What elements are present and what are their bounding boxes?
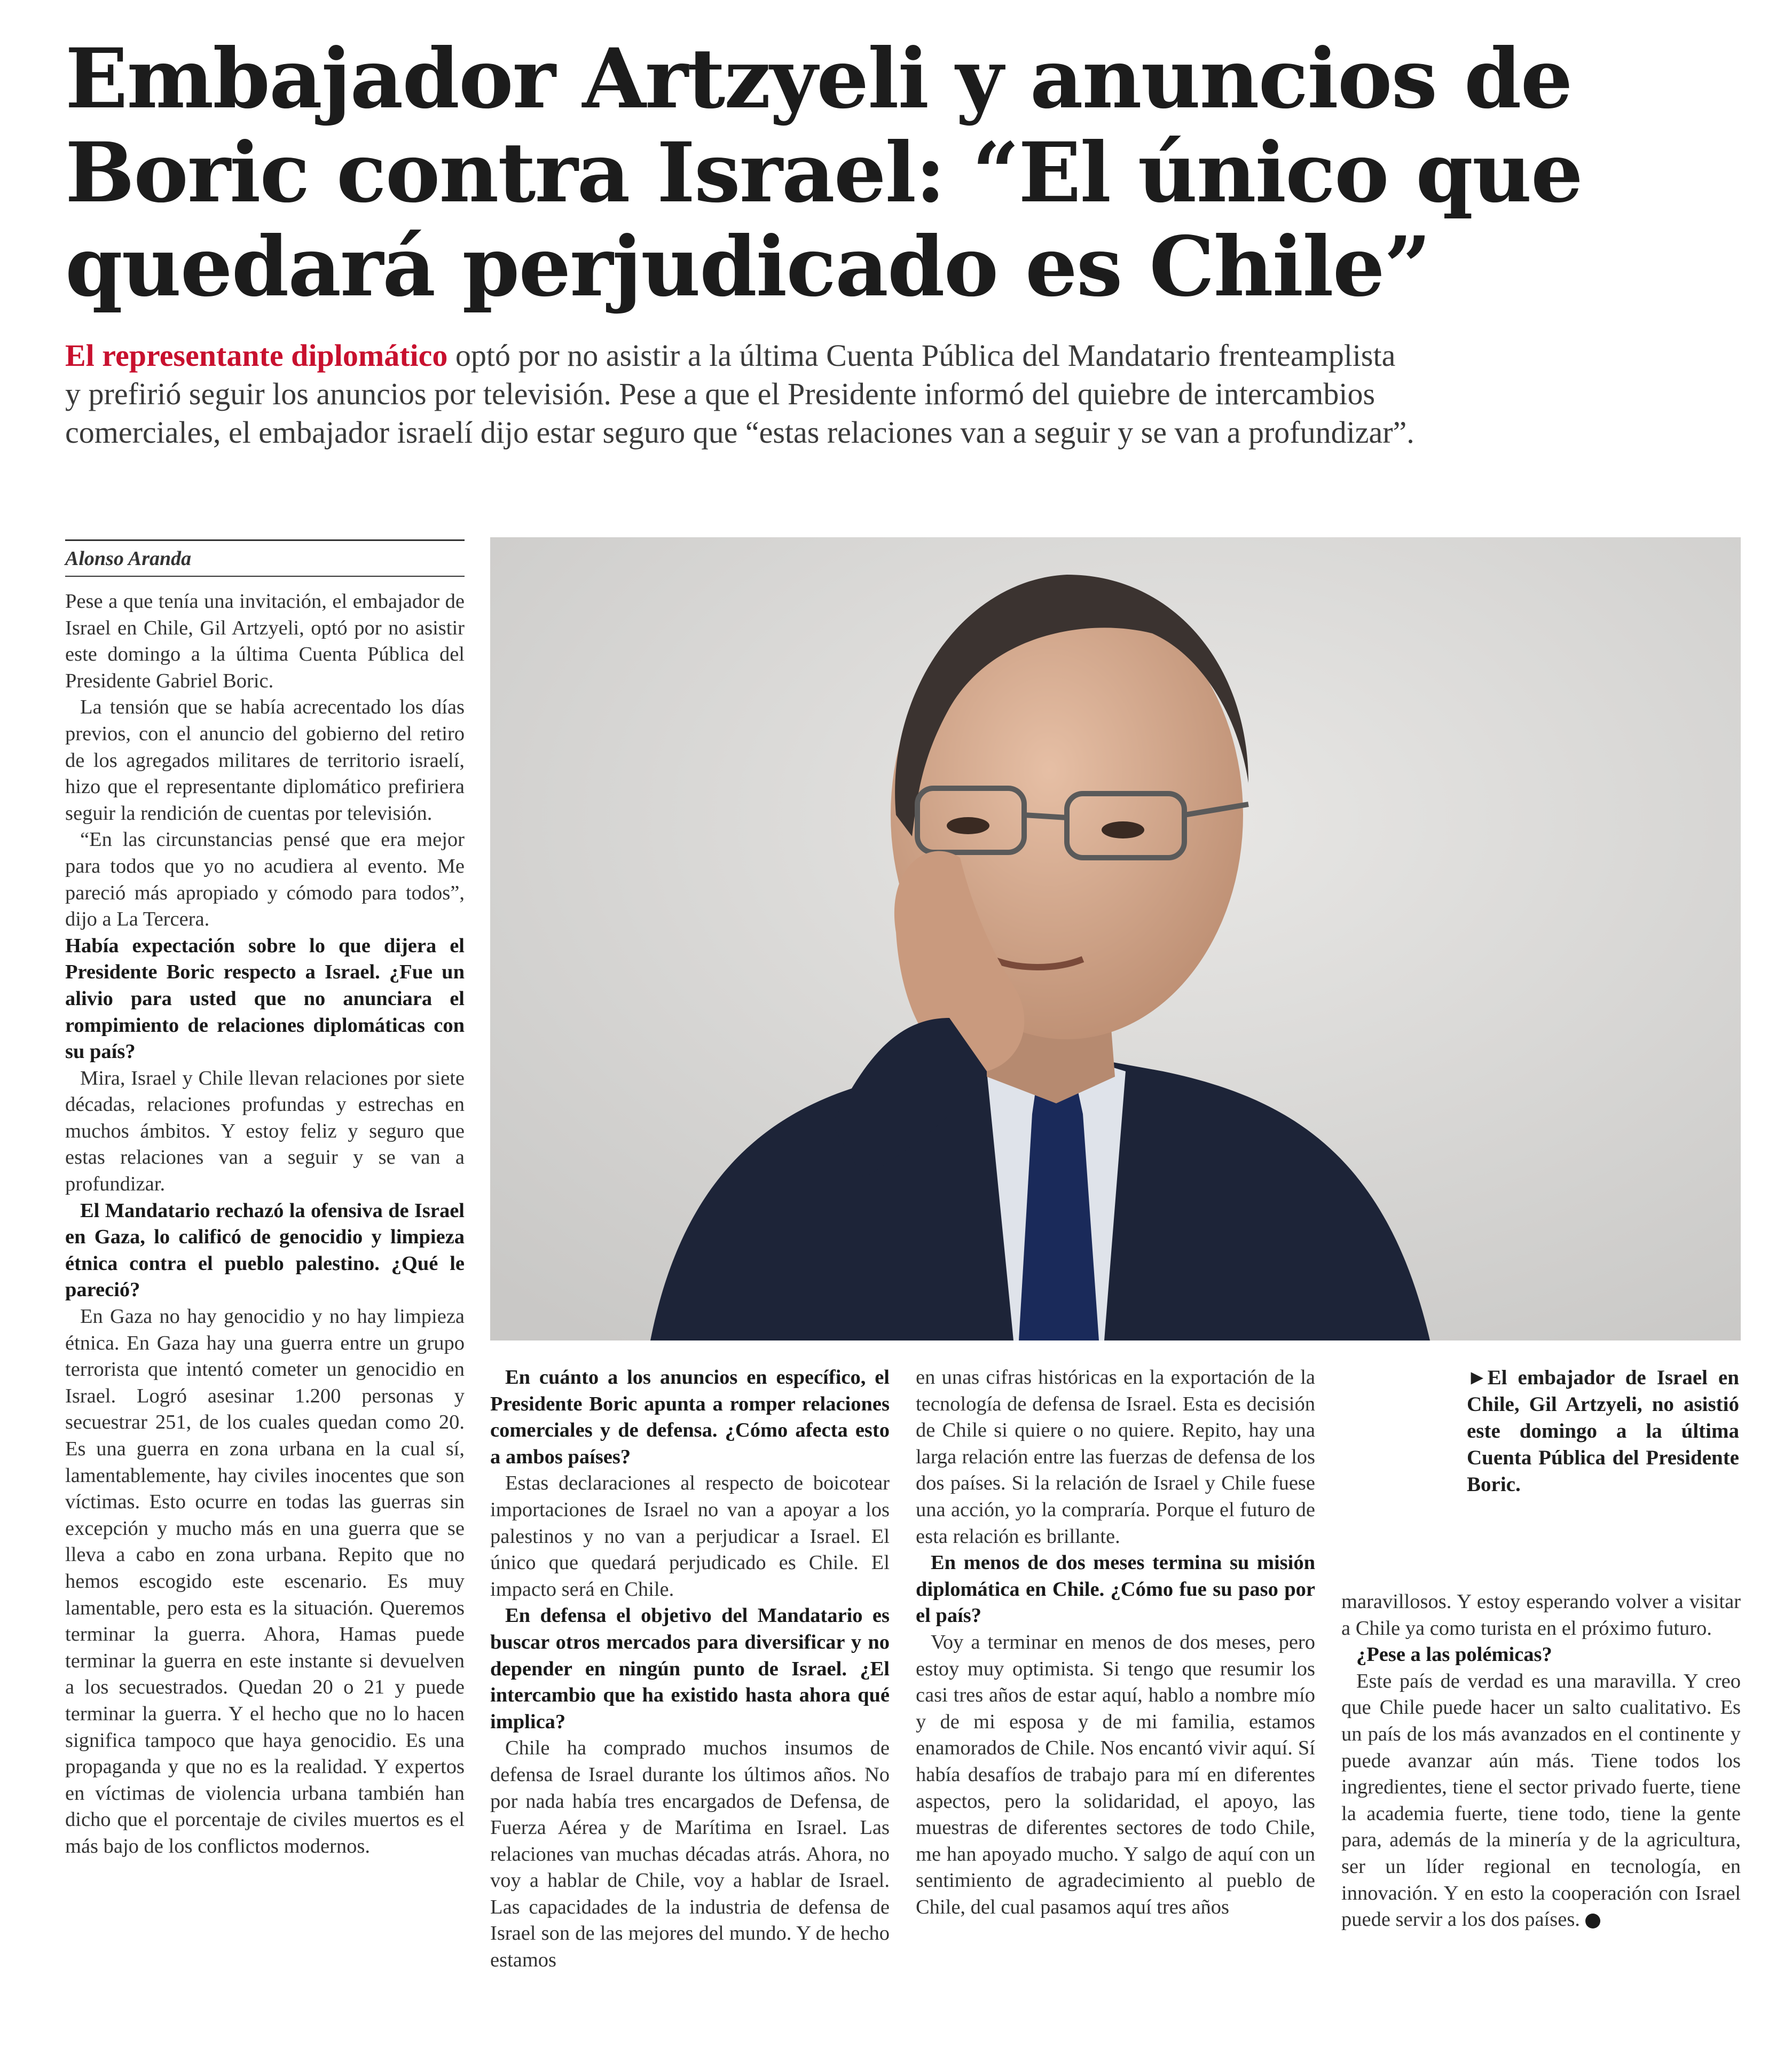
paragraph: Chile ha comprado muchos insumos de defensa de Israel durante los últimos años. No por nada había tres encargados de Defensa, de Fuerza Aérea y de Marítima en Israel. Las relaciones van muchas décadas atrás. Ahora, no voy a hablar de Chile, voy a hablar de Israel. Las capacidades de la industria de defensa de Israel son de las mejores del mundo. Y de hecho estamos: [490, 1737, 890, 1972]
paragraph: En Gaza no hay genocidio y no hay limpieza étnica. En Gaza hay una guerra entre un grupo terrorista que intentó cometer un genocidio en Israel. Logró asesinar 1.200 personas y secuestrar 251, de los cuales quedan como 20. Es una guerra en zona urbana en la cual sí, lamentablemente, hay civiles inocentes que son víctimas. Esto ocurre en todas las guerras sin excepción y mucho más en una guerra que se lleva a cabo en zona urbana. Repito que no hemos escogido este escenario. Es muy lamentable, pero esta es la situación. Queremos terminar la guerra. Ahora, Hamas puede terminar la guerra en este instante si devuelven a los secuestrados. Quedan 20 o 21 y puede terminar la guerra. Y el hecho que no lo hacen significa tampoco que haya genocidio. Es una propaganda y que no es la realidad. Y expertos en víctimas de violencia urbana también han dicho que el porcentaje de civiles muertos es el más bajo de los conflictos modernos.: [65, 1305, 465, 1857]
end-mark-icon: [1585, 1914, 1600, 1928]
lead-highlight: El representante diplomático: [65, 338, 448, 373]
paragraph: Estas declaraciones al respecto de boicotear importaciones de Israel no van a apoyar a los palestinos y no van a perjudicar a Israel. El único que quedará perjudicado es Chile. El impacto será en Chile.: [490, 1472, 890, 1601]
headline: [65, 32, 1720, 314]
lead-paragraph: [65, 336, 1758, 452]
text-column-1: [65, 589, 465, 1860]
lead-line-3: comerciales, el embajador israelí dijo estar seguro que “estas relaciones van a seguir y se van a profundizar”.: [65, 415, 1414, 450]
text-column-2: [490, 1365, 890, 1974]
headline-line-2: Boric contra Israel: “El único que: [65, 124, 1582, 221]
paragraph: Pese a que tenía una invitación, el embajador de Israel en Chile, Gil Artzyeli, optó por no asistir este domingo a la última Cuenta Pública del Presidente Gabriel Boric.: [65, 590, 465, 692]
text-column-4: [1341, 1589, 1741, 1933]
headline-line-1: Embajador Artzyeli y anuncios de: [65, 30, 1572, 127]
byline: Alonso Aranda: [65, 544, 465, 577]
portrait-illustration: [490, 537, 1741, 1340]
lead-line-1-text: optó por no asistir a la última Cuenta Pública del Mandatario frenteamplista: [447, 338, 1396, 373]
interview-question: ¿Pese a las polémicas?: [1356, 1643, 1552, 1666]
lead-line-2: y prefirió seguir los anuncios por televisión. Pese a que el Presidente informó del quiebre de intercambios: [65, 377, 1376, 411]
paragraph: La tensión que se había acrecentado los días previos, con el anuncio del gobierno del retiro de los agregados militares de territorio israelí, hizo que el representante diplomático prefiriera seguir la rendición de cuentas por televisión.: [65, 696, 465, 825]
ambassador-photo: [490, 537, 1741, 1340]
paragraph: Voy a terminar en menos de dos meses, pero estoy muy optimista. Si tengo que resumir los casi tres años de estar aquí, hablo a nombre mío y de mi esposa y de mi familia, estamos enamorados de Chile. Nos encantó vivir aquí. Sí había desafíos de trabajo para mí en diferentes aspectos, pero la solidaridad, el apoyo, las muestras de diferentes sectores de todo Chile, me han apoyado mucho. Y salgo de aquí con un sentimiento de agradecimiento al pueblo de Chile, del cual pasamos aquí tres años: [916, 1630, 1315, 1918]
interview-question: El Mandatario rechazó la ofensiva de Israel en Gaza, lo calificó de genocidio y limpieza étnica contra el pueblo palestino. ¿Qué le pareció?: [65, 1199, 465, 1302]
lead-line-1: [65, 336, 1758, 375]
paragraph: maravillosos. Y estoy esperando volver a visitar a Chile ya como turista en el próximo futuro.: [1341, 1590, 1741, 1640]
byline-rule: [65, 539, 465, 541]
paragraph: “En las circunstancias pensé que era mejor para todos que yo no acudiera al evento. Me pareció más apropiado y cómodo para todos”, dijo a La Tercera.: [65, 828, 465, 931]
interview-question: En defensa el objetivo del Mandatario es buscar otros mercados para diversificar y no depender en ningún punto de Israel. ¿El intercambio que ha existido hasta ahora qué implica?: [490, 1604, 890, 1733]
paragraph: Mira, Israel y Chile llevan relaciones por siete décadas, relaciones profundas y estrechas en muchos ámbitos. Y estoy feliz y seguro que estas relaciones van a seguir y se van a profundizar.: [65, 1067, 465, 1196]
text-column-3: [916, 1365, 1315, 1920]
headline-line-3: quedará perjudicado es Chile”: [65, 218, 1431, 315]
paragraph: en unas cifras históricas en la exportación de la tecnología de defensa de Israel. Esta es decisión de Chile si quiere o no quiere. Repito, hay una larga relación entre las fuerzas de defensa de los dos países. Si la relación de Israel y Chile fuese una acción, yo la compraría. Porque el futuro de esta relación es brillante.: [916, 1366, 1315, 1548]
interview-question: En cuánto a los anuncios en específico, el Presidente Boric apunta a romper relaciones comerciales y de defensa. ¿Cómo afecta esto a ambos países?: [490, 1366, 890, 1468]
paragraph: [1341, 1668, 1741, 1933]
interview-question: Había expectación sobre lo que dijera el Presidente Boric respecto a Israel. ¿Fue un alivio para usted que no anunciara el rompimiento de relaciones diplomáticas con su país?: [65, 934, 465, 1063]
closing-paragraph-text: Este país de verdad es una maravilla. Y creo que Chile puede hacer un salto cualitativo. Es un país de los más avanzados en el continente y puede avanzar aún más. Tiene todos los ingredientes, tiene el sector privado fuerte, tiene la academia fuerte, tiene todo, tiene la gente para, además de la minería y de la agricultura, ser un líder regional en tecnología, en innovación. Y en esto la cooperación con Israel puede servir a los dos países.: [1341, 1669, 1741, 1931]
photo-caption: ►El embajador de Israel en Chile, Gil Artzyeli, no asistió este domingo a la última Cuenta Pública del Presidente Boric.: [1467, 1366, 1739, 1496]
interview-question: En menos de dos meses termina su misión diplomática en Chile. ¿Cómo fue su paso por el país?: [916, 1551, 1315, 1627]
